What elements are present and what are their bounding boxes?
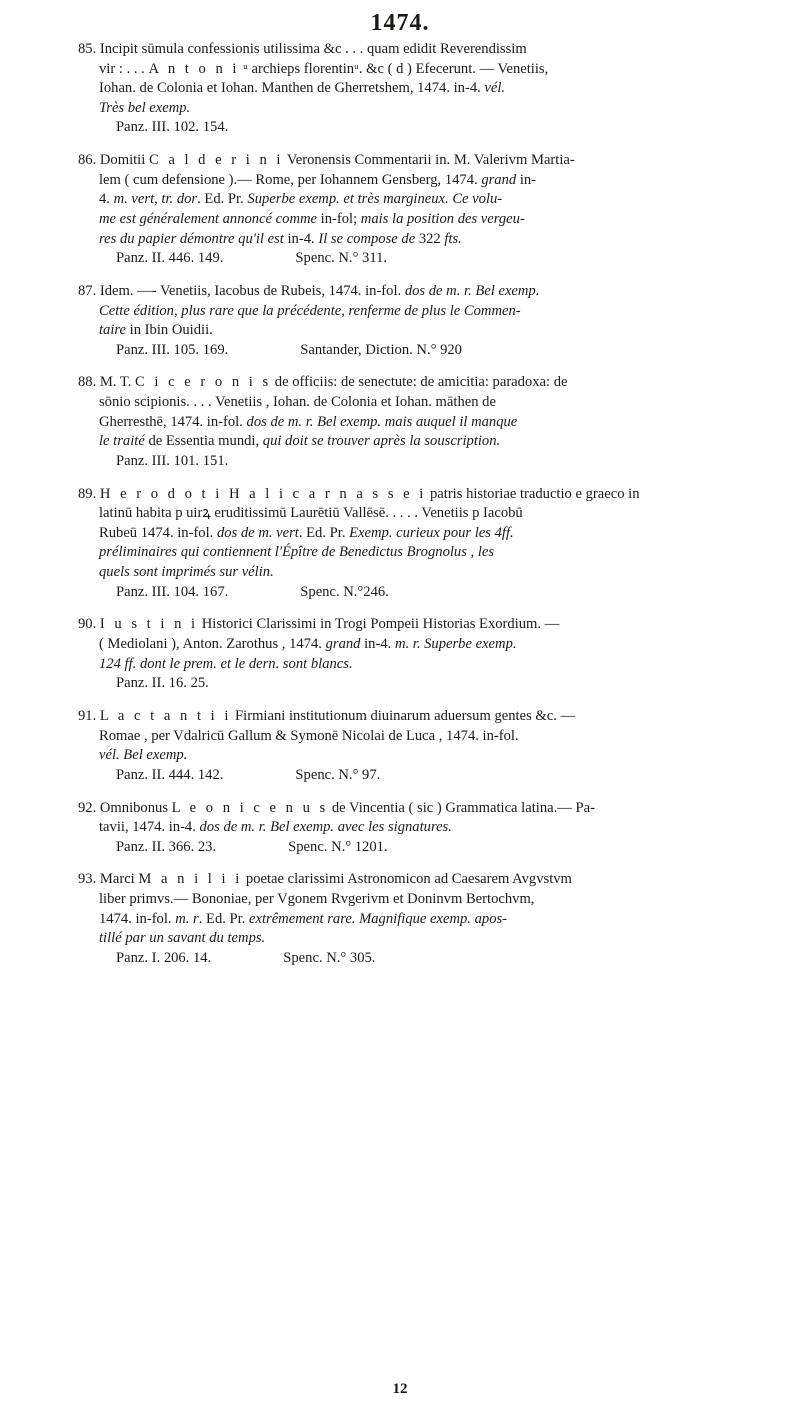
text-segment: 92. Omnibonus xyxy=(78,799,172,816)
entry-text-line xyxy=(78,171,768,191)
author-name: H e r o d o t i H a l i c a r n a s s e i xyxy=(99,485,427,502)
text-segment: in- xyxy=(516,171,537,188)
bibliographic-references xyxy=(78,583,768,603)
catalogue-entry xyxy=(78,707,768,785)
text-segment: 88. M. T. xyxy=(78,374,136,391)
catalogue-entry xyxy=(78,40,768,138)
text-segment: Cette édition, plus rare que la précédente, renferme de plus le Commen- xyxy=(99,302,521,319)
catalogue-entry xyxy=(78,615,768,693)
text-segment: de officiis: de senectute: de amicitia: paradoxa: de xyxy=(271,374,568,391)
entry-text-line xyxy=(78,99,768,119)
entry-text-line xyxy=(78,413,768,433)
text-segment: latinū habita p uirꝝ eruditissimū Laurētiū Vallēsē. . . . . Venetiis p Iacobū xyxy=(99,505,523,522)
bibliographic-references xyxy=(78,341,768,361)
author-name: I u s t i n i xyxy=(99,616,199,633)
text-segment: in Ibin Ouidii. xyxy=(126,322,213,339)
text-segment: vél. Bel exemp. xyxy=(99,747,188,764)
text-segment: dos de m. vert xyxy=(216,524,299,541)
text-segment: Très bel exemp. xyxy=(99,99,191,116)
entry-heading-line xyxy=(78,40,768,60)
text-segment: vél. xyxy=(484,80,506,97)
text-segment: 86. Domitii xyxy=(78,152,149,169)
text-segment: tavii, 1474. in-4. xyxy=(99,819,200,836)
entry-text-line xyxy=(78,543,768,563)
text-segment: 90. xyxy=(78,616,100,633)
text-segment: ᵘ archieps florentinᵘ. &c ( d ) Efecerunt. — Venetiis, xyxy=(239,60,549,77)
catalogue-entry xyxy=(78,799,768,858)
entry-text-line xyxy=(78,393,768,413)
entry-text-line xyxy=(78,563,768,583)
text-segment: Historici Clarissimi in Trogi Pompeii Historias Exordium. — xyxy=(198,616,560,633)
catalogue-entry xyxy=(78,151,768,269)
text-segment: res du papier démontre qu'il est xyxy=(99,230,284,247)
text-segment: liber primvs.— Bononiae, per Vgonem Rvgerivm et Doninvm Bertochvm, xyxy=(99,891,535,908)
text-segment: Exemp. curieux pour les 4ff. xyxy=(349,524,514,541)
text-segment: m. vert xyxy=(113,191,155,208)
entry-heading-line xyxy=(78,870,768,890)
text-segment: 93. Marci xyxy=(78,871,139,888)
reference: Spenc. N.° 1201. xyxy=(288,838,388,855)
entry-text-line xyxy=(78,890,768,910)
bibliographic-references xyxy=(78,452,768,472)
reference: Panz. II. 366. 23. xyxy=(116,838,217,855)
text-segment: sōnio scipionis. . . . Venetiis , Iohan. de Colonia et Iohan. māthen de xyxy=(99,394,496,411)
text-segment: me est généralement annoncé comme xyxy=(99,210,318,227)
text-segment: quels sont imprimés sur vélin. xyxy=(99,564,274,580)
text-segment: . Ed. Pr. xyxy=(298,524,350,541)
reference: Panz. II. 446. 149. xyxy=(116,250,224,267)
author-name: L a c t a n t i i xyxy=(99,707,232,724)
text-segment: ( Mediolani ), Anton. Zarothus , 1474. xyxy=(99,635,326,652)
text-segment: grand xyxy=(481,171,517,188)
text-segment: qui doit se trouver après la souscription. xyxy=(262,433,501,450)
entry-text-line xyxy=(78,321,768,341)
entry-heading-line xyxy=(78,799,768,819)
text-segment: , xyxy=(154,191,162,208)
text-segment: Il se compose de xyxy=(318,230,416,247)
text-segment: in-4. xyxy=(360,635,395,652)
text-segment: 91. xyxy=(78,707,100,724)
entry-heading-line xyxy=(78,707,768,727)
text-segment: 1474. in-fol. xyxy=(99,910,176,927)
entry-text-line xyxy=(78,230,768,250)
text-segment: in-4. xyxy=(283,230,319,247)
text-segment: fts. xyxy=(444,230,462,247)
entry-heading-line xyxy=(78,282,768,302)
text-segment: lem ( cum defensione ).— Rome, per Iohannem Gensberg, 1474. xyxy=(99,171,482,188)
entry-text-line xyxy=(78,302,768,322)
text-segment: Romae , per Vdalricū Gallum & Symonē Nicolai de Luca , 1474. in-fol. xyxy=(99,727,519,744)
bibliographic-references xyxy=(78,766,768,786)
catalogue-entries xyxy=(78,40,768,982)
reference: Spenc. N.°246. xyxy=(300,583,389,600)
author-name: M a n i l i i xyxy=(138,871,243,888)
entry-text-line xyxy=(78,929,768,949)
text-segment: 124 ff. dont le prem. et le dern. sont blancs. xyxy=(99,655,353,672)
text-segment: 322 xyxy=(415,230,445,247)
entry-text-line xyxy=(78,635,768,655)
text-segment: tillé par un savant du temps. xyxy=(99,930,266,947)
text-segment: 87. Idem. —- Venetiis, Iacobus de Rubeis, 1474. in-fol. xyxy=(78,282,405,299)
entry-heading-line xyxy=(78,615,768,635)
text-segment: Iohan. de Colonia et Iohan. Manthen de Gherretshem, 1474. in-4. xyxy=(99,80,485,97)
entry-text-line xyxy=(78,190,768,210)
text-segment: vir : . . . xyxy=(99,60,149,77)
reference: Panz. III. 105. 169. xyxy=(116,341,229,358)
entry-text-line xyxy=(78,524,768,544)
reference: Spenc. N.° 305. xyxy=(283,949,376,966)
reference: Panz. II. 16. 25. xyxy=(116,675,209,692)
catalogue-entry xyxy=(78,870,768,968)
text-segment: . Ed. Pr. xyxy=(197,191,248,208)
text-segment: tr. dor xyxy=(161,191,198,208)
bibliographic-references xyxy=(78,838,768,858)
entry-text-line xyxy=(78,79,768,99)
bibliographic-references xyxy=(78,249,768,269)
text-segment: taire xyxy=(99,322,127,339)
text-segment: le traité xyxy=(99,433,145,450)
text-segment: . Ed. Pr. xyxy=(198,910,250,927)
signature-mark: 12 xyxy=(392,1381,408,1397)
entry-text-line xyxy=(78,655,768,675)
text-segment: m. r xyxy=(175,910,199,927)
entry-heading-line xyxy=(78,485,768,505)
reference: Panz. III. 101. 151. xyxy=(116,452,229,469)
text-segment: Gherresthē, 1474. in-fol. xyxy=(99,413,247,430)
text-segment: grand xyxy=(325,635,361,652)
entry-text-line xyxy=(78,910,768,930)
text-segment: m. r. Superbe exemp. xyxy=(394,635,517,652)
entry-heading-line xyxy=(78,373,768,393)
entry-text-line xyxy=(78,432,768,452)
text-segment: Superbe exemp. et très margineux. Ce volu- xyxy=(247,191,503,208)
text-segment: in-fol; xyxy=(317,210,361,227)
text-segment: préliminaires qui contiennent l'Épître de Benedictus Brognolus , les xyxy=(99,544,495,561)
text-segment: de Essentia mundi, xyxy=(144,433,263,450)
reference: Panz. III. 104. 167. xyxy=(116,583,229,600)
text-segment: dos de m. r. Bel exemp. mais auquel il manque xyxy=(246,413,518,430)
bibliographic-references xyxy=(78,118,768,138)
author-name: C a l d e r i n i xyxy=(148,152,284,169)
catalogue-entry xyxy=(78,485,768,603)
text-segment: Veronensis Commentarii in. M. Valerivm Martia- xyxy=(283,152,575,169)
text-segment: 4. xyxy=(99,191,114,208)
entry-text-line xyxy=(78,210,768,230)
text-segment: dos de m. r. Bel exemp. avec les signatures. xyxy=(199,819,452,836)
reference: Spenc. N.° 311. xyxy=(295,250,388,267)
entry-heading-line xyxy=(78,151,768,171)
text-segment: Firmiani institutionum diuinarum aduersum gentes &c. — xyxy=(231,707,576,724)
page-header-year: 1474. xyxy=(370,10,430,36)
bibliographic-references xyxy=(78,949,768,969)
text-segment: mais la position des vergeu- xyxy=(360,210,525,227)
text-segment: extrêmement rare. Magnifique exemp. apos- xyxy=(249,910,508,927)
reference: Panz. I. 206. 14. xyxy=(116,949,212,966)
text-segment: dos de m. r. Bel exemp. xyxy=(404,282,540,299)
text-segment: 89. xyxy=(78,485,100,502)
catalogue-entry xyxy=(78,282,768,360)
reference: Panz. II. 444. 142. xyxy=(116,766,224,783)
reference: Panz. III. 102. 154. xyxy=(116,119,229,136)
text-segment: patris historiae traductio e graeco in xyxy=(426,485,640,502)
bibliographic-references xyxy=(78,674,768,694)
text-segment: de Vincentia ( sic ) Grammatica latina.— Pa- xyxy=(328,799,595,816)
reference: Santander, Diction. N.° 920 xyxy=(300,341,462,358)
catalogue-entry xyxy=(78,373,768,471)
reference: Spenc. N.° 97. xyxy=(295,766,381,783)
entry-text-line xyxy=(78,746,768,766)
entry-text-line xyxy=(78,727,768,747)
text-segment: Rubeū 1474. in-fol. xyxy=(99,524,217,541)
author-name: C i c e r o n i s xyxy=(135,374,272,391)
text-segment: poetae clarissimi Astronomicon ad Caesarem Avgvstvm xyxy=(242,871,572,888)
entry-text-line xyxy=(78,818,768,838)
entry-text-line xyxy=(78,60,768,80)
entry-text-line xyxy=(78,504,768,524)
author-name: L e o n i c e n u s xyxy=(171,799,329,816)
author-name: A n t o n i xyxy=(148,60,240,77)
text-segment: 85. Incipit sūmula confessionis utilissima &c . . . quam edidit Reverendissim xyxy=(78,41,527,57)
